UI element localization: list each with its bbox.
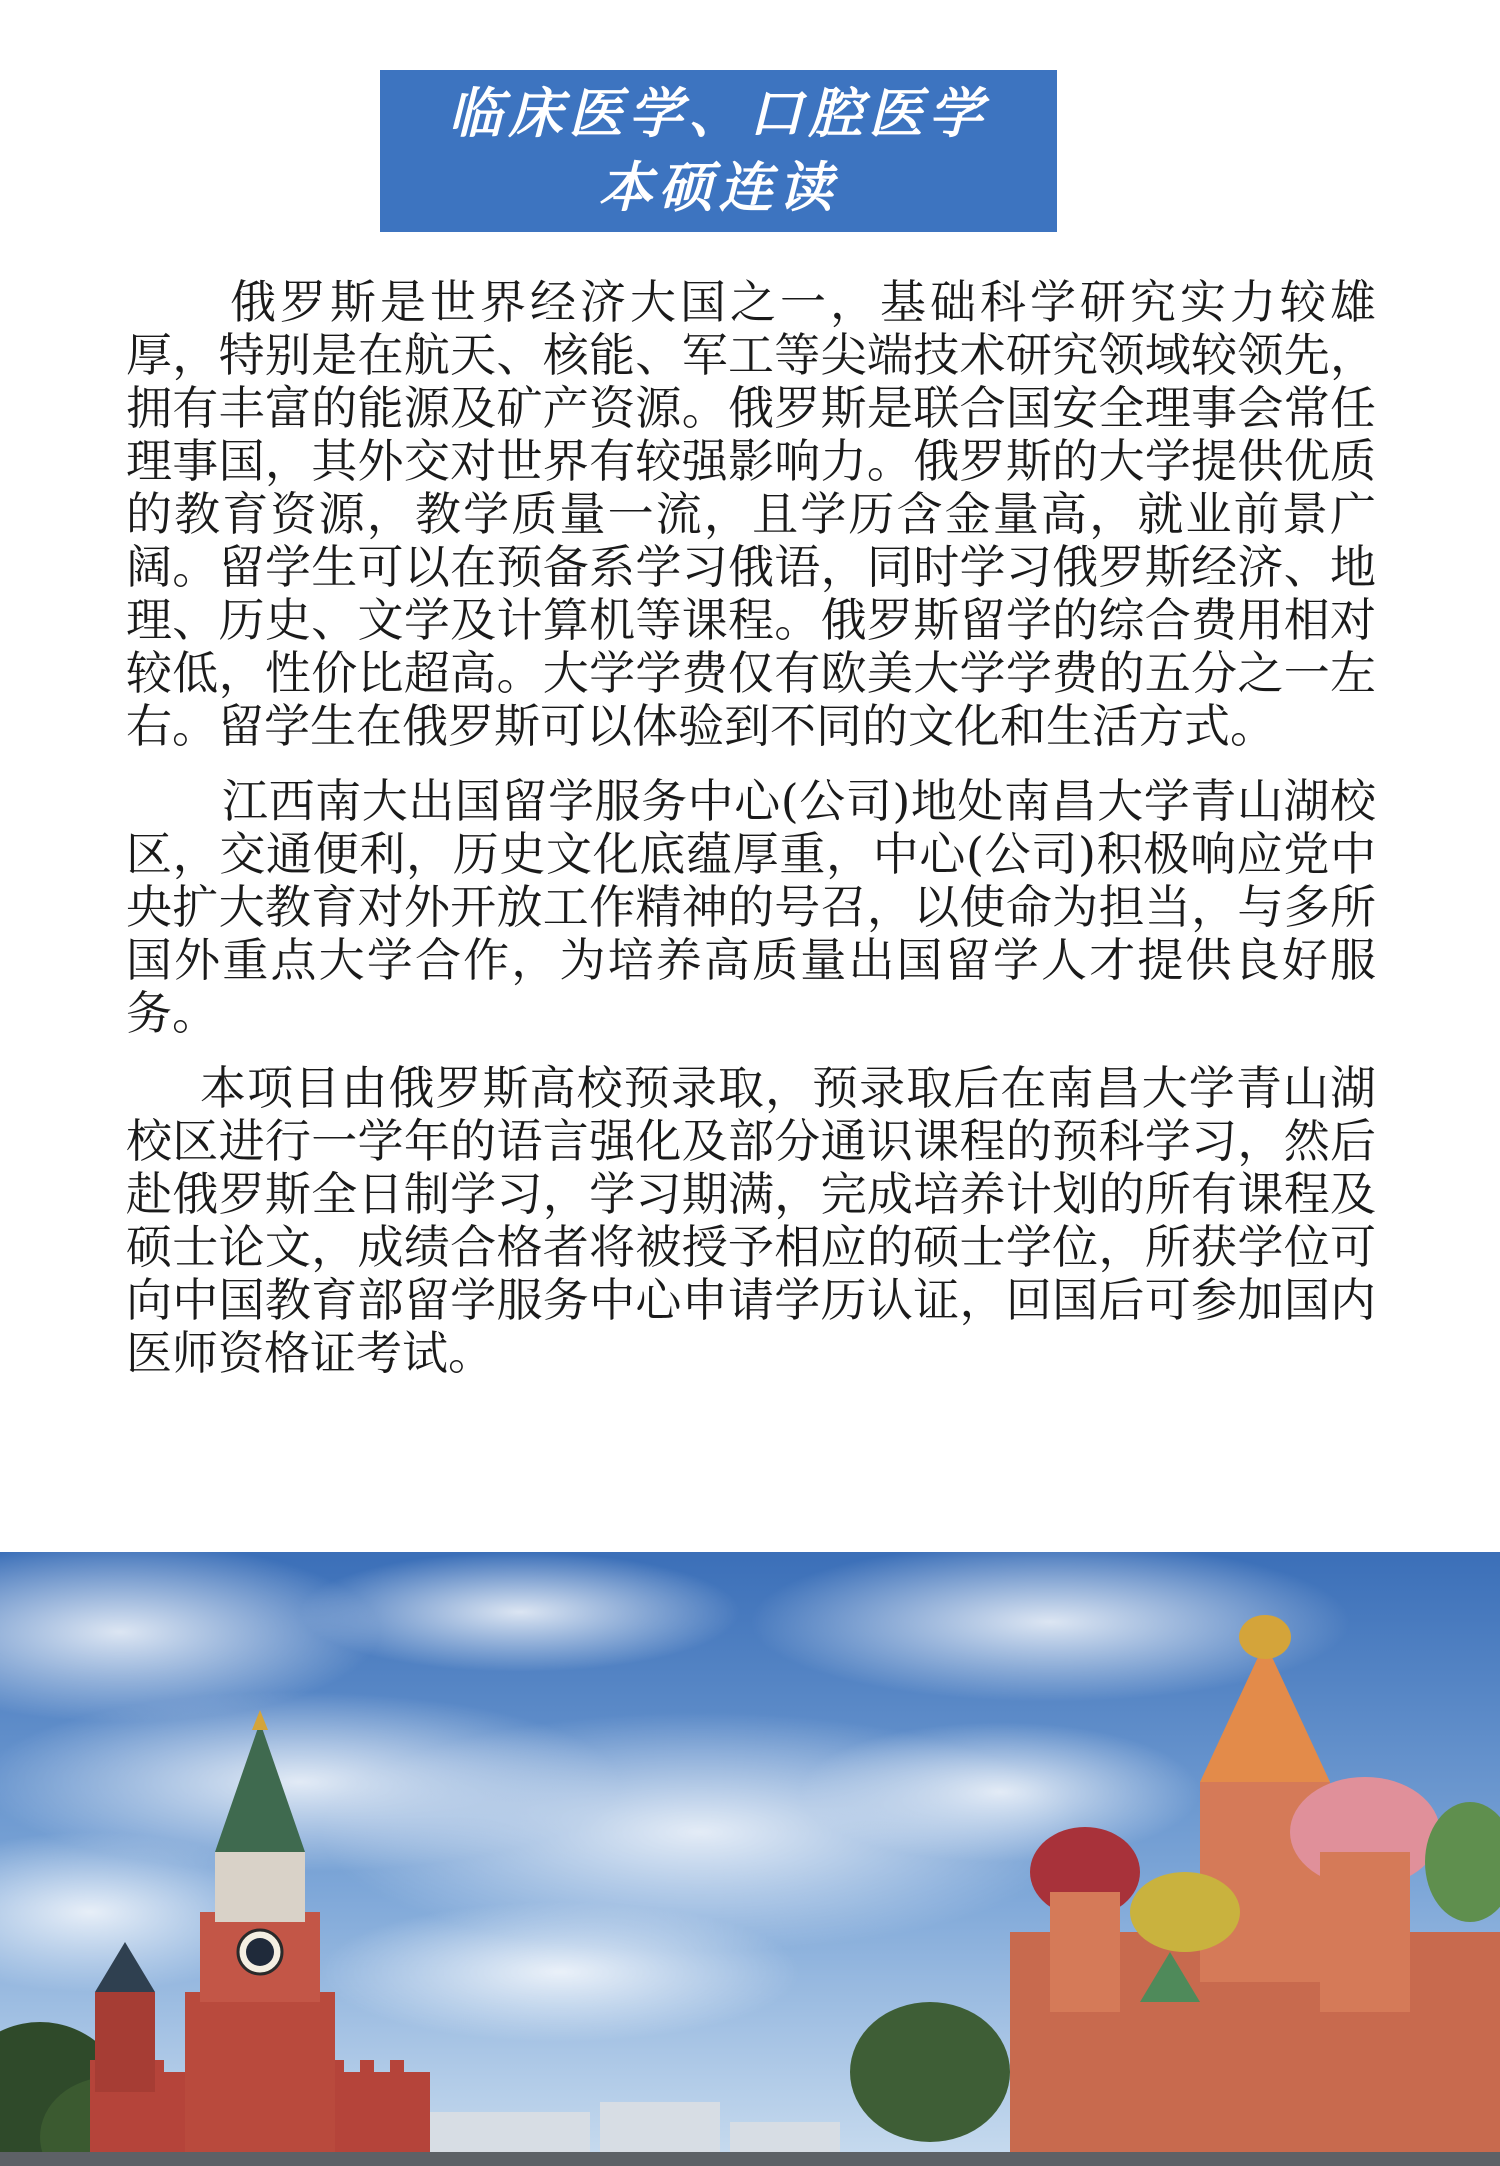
square-ground xyxy=(0,2152,1500,2166)
center-tree xyxy=(850,2002,1010,2142)
title-banner xyxy=(380,70,1057,232)
title-line-1: 临床医学、口腔医学 xyxy=(448,82,989,145)
paragraph-program-details: 本项目由俄罗斯高校预录取，预录取后在南昌大学青山湖校区进行一学年的语言强化及部分通识课程的预科学习，然后赴俄罗斯全日制学习，学习期满，完成培养计划的所有课程及硕士论文，成绩合格者将被授予相应的硕士学位，所获学位可向中国教育部留学服务中心申请学历认证，回国后可参加国内医师资格证考试。 xyxy=(126,1061,1376,1380)
body-text xyxy=(126,276,1376,1380)
moscow-red-square-photo xyxy=(0,1552,1500,2166)
paragraph-center-intro: 江西南大出国留学服务中心(公司)地处南昌大学青山湖校区，交通便利，历史文化底蕴厚重，中心(公司)积极响应党中央扩大教育对外开放工作精神的号召，以使命为担当，与多所国外重点大学合作，为培养高质量出国留学人才提供良好服务。 xyxy=(126,774,1376,1040)
paragraph-russia-intro: 俄罗斯是世界经济大国之一，基础科学研究实力较雄厚，特别是在航天、核能、军工等尖端技术研究领域较领先，拥有丰富的能源及矿产资源。俄罗斯是联合国安全理事会常任理事国，其外交对世界有较强影响力。俄罗斯的大学提供优质的教育资源，教学质量一流，且学历含金量高，就业前景广阔。留学生可以在预备系学习俄语，同时学习俄罗斯经济、地理、历史、文学及计算机等课程。俄罗斯留学的综合费用相对较低，性价比超高。大学学费仅有欧美大学学费的五分之一左右。留学生在俄罗斯可以体验到不同的文化和生活方式。 xyxy=(126,275,1376,753)
title-line-2: 本硕连读 xyxy=(598,156,839,219)
